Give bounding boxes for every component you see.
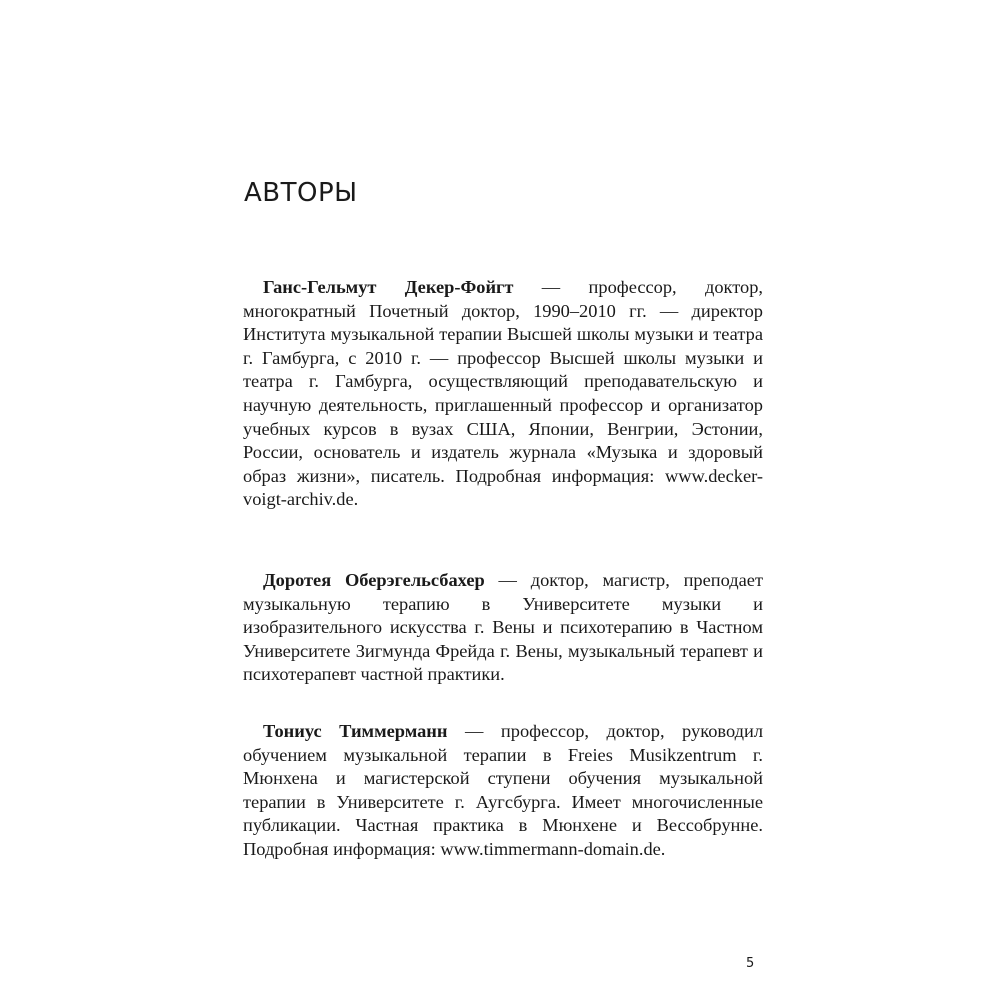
author-name: Ганс-Гельмут Декер-Фойгт xyxy=(263,277,514,297)
author-description: — доктор, магистр, преподает музыкальную терапию в Университете музыки и изобразительного искусства г. Вены и психотерапию в Частном Университете Зигмунда Фрейда г. Вены, музыкальный терапевт и психотерапевт частной практики. xyxy=(243,570,763,685)
author-bio xyxy=(243,569,763,687)
author-description: — профессор, доктор, руководил обучением музыкальной терапии в Freies Musikzentrum г. Мюнхена и магистерской ступени обучения музыкальной терапии в Университете г. Аугсбурга. Имеет многочисленные публикации. Частная практика в Мюнхене и Вессобрунне. Подробная информация: www.timmermann-domain.de. xyxy=(243,721,763,859)
author-bio xyxy=(243,720,763,862)
author-name: Тониус Тиммерманн xyxy=(263,721,448,741)
page-number: 5 xyxy=(746,956,755,971)
author-bio xyxy=(243,276,763,512)
author-name: Доротея Оберэгельсбахер xyxy=(263,570,485,590)
page-heading: АВТОРЫ xyxy=(244,178,358,208)
author-description: — профессор, доктор, многократный Почетный доктор, 1990–2010 гг. — директор Института музыкальной терапии Высшей школы музыки и театра г. Гамбурга, с 2010 г. — профессор Высшей школы музыки и театра г. Гамбурга, осуществляющий преподавательскую и научную деятельность, приглашенный профессор и организатор учебных курсов в вузах США, Японии, Венгрии, Эстонии, России, основатель и издатель журнала «Музыка и здоровый образ жизни», писатель. Подробная информация: www.decker-voigt-archiv.de. xyxy=(243,277,764,510)
